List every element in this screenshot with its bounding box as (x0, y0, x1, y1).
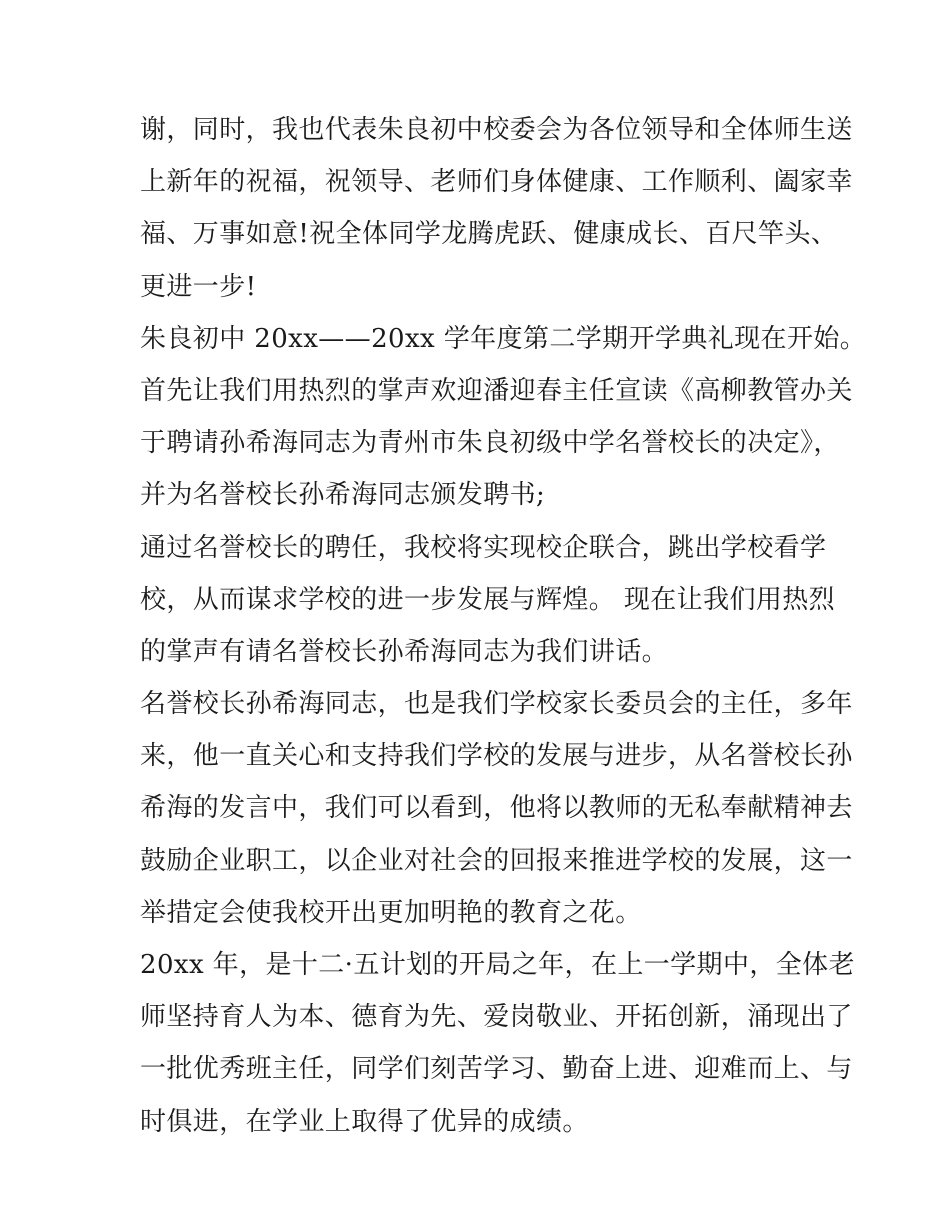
text-line: 时俱进，在学业上取得了优异的成绩。 (140, 1106, 589, 1137)
text-line: 通过名誉校长的聘任，我校将实现校企联合，跳出学校看学 (140, 532, 827, 563)
text-line: 举措定会使我校开出更加明艳的教育之花。 (140, 897, 642, 928)
text-line: 鼓励企业职工，以企业对社会的回报来推进学校的发展，这一 (140, 845, 853, 876)
text-line: 谢，同时，我也代表朱良初中校委会为各位领导和全体师生送 (140, 115, 853, 145)
document-body (140, 104, 867, 1148)
text-line: 朱良初中 20xx——20xx 学年度第二学期开学典礼现在开始。 (140, 323, 867, 354)
text-line: 20xx 年，是十二·五计划的开局之年，在上一学期中，全体老 (140, 950, 855, 980)
text-line: 并为名誉校长孙希海同志颁发聘书; (140, 480, 546, 511)
text-line: 校，从而谋求学校的进一步发展与辉煌。 现在让我们用热烈 (140, 584, 836, 615)
text-line: 来，他一直关心和支持我们学校的发展与进步，从名誉校长孙 (140, 741, 853, 772)
text-line: 更进一步! (140, 271, 257, 302)
text-line: 名誉校长孙希海同志，也是我们学校家长委员会的主任，多年 (140, 689, 853, 720)
text-line: 的掌声有请名誉校长孙希海同志为我们讲话。 (140, 636, 669, 667)
text-line: 福、万事如意!祝全体同学龙腾虎跃、健康成长、百尺竿头、 (140, 219, 838, 250)
text-line: 首先让我们用热烈的掌声欢迎潘迎春主任宣读《高柳教管办关 (140, 375, 853, 406)
text-line: 希海的发言中，我们可以看到，他将以教师的无私奉献精神去 (140, 793, 853, 824)
text-line: 一批优秀班主任，同学们刻苦学习、勤奋上进、迎难而上、与 (140, 1054, 853, 1085)
text-line: 于聘请孙希海同志为青州市朱良初级中学名誉校长的决定》， (140, 428, 840, 459)
text-line: 师坚持育人为本、德育为先、爱岗敬业、开拓创新，涌现出了 (140, 1002, 853, 1033)
text-line: 上新年的祝福，祝领导、老师们身体健康、工作顺利、阖家幸 (140, 167, 853, 198)
